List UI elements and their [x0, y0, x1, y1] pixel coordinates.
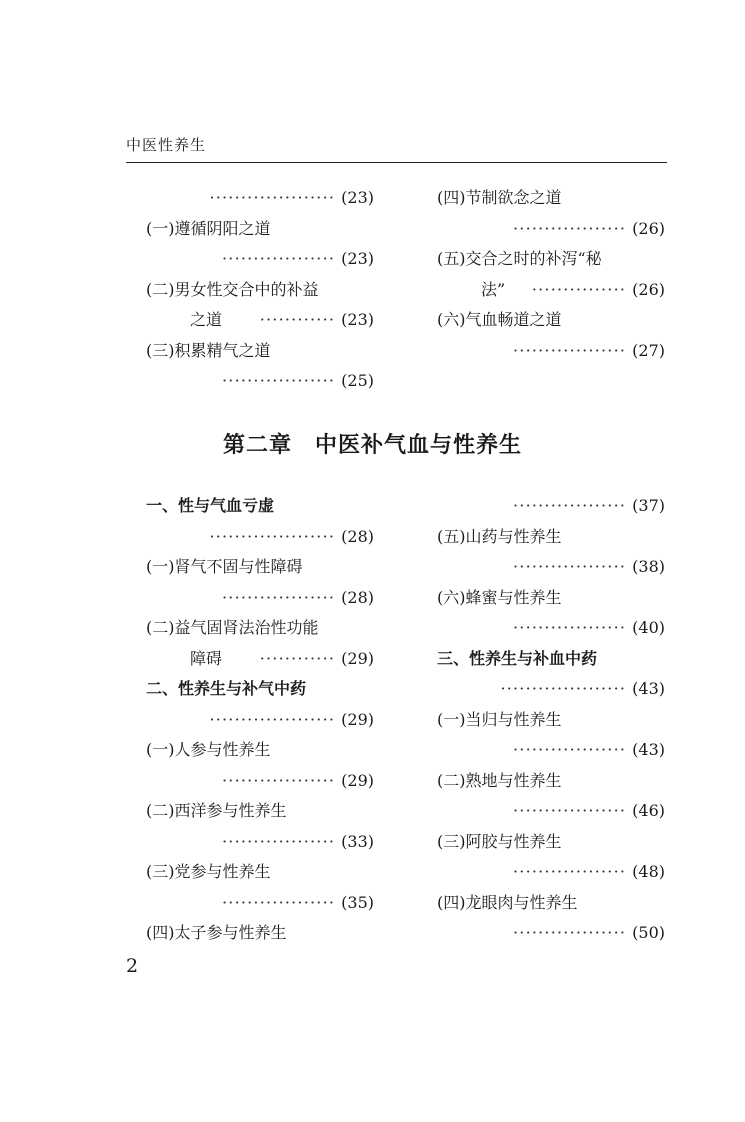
- toc-leader-line: [146, 369, 374, 393]
- toc-dot-leader: ···············: [531, 279, 627, 299]
- toc-entry-text: 障碍: [190, 648, 223, 668]
- toc-leader-line: [146, 186, 374, 210]
- toc-entry: (一)人参与性养生: [146, 740, 271, 759]
- header-divider: [126, 162, 667, 163]
- toc-dot-leader: ··················: [513, 218, 627, 238]
- toc-dot-leader: ··················: [513, 340, 627, 360]
- toc-page-ref: (23): [341, 249, 374, 268]
- toc-entry: (五)山药与性养生: [437, 526, 562, 546]
- toc-dot-leader: ··················: [222, 770, 336, 790]
- toc-leader-line: [146, 769, 374, 793]
- toc-dot-leader: ··················: [513, 801, 627, 820]
- toc-section-heading: 二、性养生与补气中药: [146, 679, 307, 698]
- toc-leader-line: [146, 586, 374, 610]
- toc-page-ref: (38): [632, 557, 665, 576]
- toc-page-ref: (46): [632, 801, 665, 820]
- toc-page-ref: (27): [632, 340, 665, 360]
- toc-section-heading: 三、性养生与补血中药: [437, 648, 598, 668]
- toc-entry: (四)节制欲念之道: [437, 188, 562, 207]
- running-header: 中医性养生: [126, 136, 207, 154]
- toc-entry: (四)太子参与性养生: [146, 923, 287, 942]
- toc-entry-text: 之道: [190, 310, 223, 329]
- toc-dot-leader: ··················: [222, 371, 336, 390]
- toc-page-ref: (40): [632, 618, 665, 637]
- toc-leader-line: [437, 677, 665, 701]
- toc-entry: (一)遵循阴阳之道: [146, 218, 271, 238]
- toc-entry: (五)交合之时的补泻“秘: [437, 249, 602, 268]
- toc-leader-line: [146, 525, 374, 549]
- toc-leader-line: [437, 217, 665, 241]
- toc-dot-leader: ··················: [513, 740, 627, 759]
- toc-page-ref: (25): [341, 371, 374, 390]
- toc-leader-line: [437, 921, 665, 945]
- toc-page-ref: (29): [341, 770, 374, 790]
- toc-leader-line: [437, 799, 665, 823]
- toc-dot-leader: ····················: [209, 526, 336, 546]
- toc-entry: (二)男女性交合中的补益: [146, 279, 319, 299]
- toc-dot-leader: ··················: [513, 923, 627, 942]
- toc-entry: (四)龙眼肉与性养生: [437, 892, 578, 912]
- toc-page-ref: (26): [632, 279, 665, 299]
- toc-page-ref: (33): [341, 831, 374, 851]
- toc-leader-line: [146, 708, 374, 732]
- toc-entry: (二)熟地与性养生: [437, 770, 562, 790]
- toc-entry-continuation: [190, 308, 374, 332]
- toc-entry-continuation: [190, 647, 374, 671]
- toc-leader-line: [437, 494, 665, 518]
- toc-page-ref: (35): [341, 892, 374, 912]
- toc-dot-leader: ····················: [209, 709, 336, 729]
- toc-entry: (三)党参与性养生: [146, 862, 271, 881]
- toc-page-ref: (23): [341, 310, 374, 329]
- toc-entry-continuation: [481, 278, 665, 302]
- page-number: 2: [126, 955, 139, 977]
- toc-dot-leader: ··················: [513, 862, 627, 881]
- toc-dot-leader: ··················: [222, 831, 336, 851]
- toc-entry: (一)当归与性养生: [437, 709, 562, 729]
- toc-page-ref: (37): [632, 496, 665, 515]
- toc-leader-line: [146, 891, 374, 915]
- toc-dot-leader: ··················: [513, 496, 627, 515]
- toc-leader-line: [146, 830, 374, 854]
- toc-leader-line: [437, 738, 665, 762]
- toc-page-ref: (43): [632, 740, 665, 759]
- toc-dot-leader: ··················: [222, 249, 336, 268]
- chapter-title: 第二章 中医补气血与性养生: [222, 433, 522, 458]
- toc-dot-leader: ····················: [500, 679, 627, 698]
- toc-page-ref: (29): [341, 648, 374, 668]
- toc-page-ref: (23): [341, 188, 374, 207]
- toc-section-heading: 一、性与气血亏虚: [146, 496, 275, 515]
- toc-page-ref: (50): [632, 923, 665, 942]
- toc-entry: (三)阿胶与性养生: [437, 831, 562, 851]
- toc-entry: (六)蜂蜜与性养生: [437, 587, 562, 607]
- toc-entry-text: 法”: [481, 279, 506, 299]
- toc-page-ref: (28): [341, 526, 374, 546]
- toc-dot-leader: ··················: [222, 892, 336, 912]
- toc-page-ref: (48): [632, 862, 665, 881]
- toc-leader-line: [146, 247, 374, 271]
- toc-leader-line: [437, 616, 665, 640]
- toc-entry: (一)肾气不固与性障碍: [146, 557, 303, 576]
- toc-leader-line: [437, 339, 665, 363]
- toc-page-ref: (43): [632, 679, 665, 698]
- toc-entry: (六)气血畅道之道: [437, 310, 562, 329]
- toc-dot-leader: ··················: [222, 587, 336, 607]
- toc-entry: (三)积累精气之道: [146, 340, 271, 360]
- toc-dot-leader: ············: [259, 648, 336, 668]
- toc-leader-line: [437, 555, 665, 579]
- toc-entry: (二)益气固肾法治性功能: [146, 618, 319, 637]
- toc-leader-line: [437, 860, 665, 884]
- toc-page-ref: (26): [632, 218, 665, 238]
- toc-dot-leader: ··················: [513, 618, 627, 637]
- toc-page-ref: (29): [341, 709, 374, 729]
- toc-dot-leader: ··················: [513, 557, 627, 576]
- toc-dot-leader: ····················: [209, 188, 336, 207]
- toc-page-ref: (28): [341, 587, 374, 607]
- toc-entry: (二)西洋参与性养生: [146, 801, 287, 820]
- toc-dot-leader: ············: [259, 310, 336, 329]
